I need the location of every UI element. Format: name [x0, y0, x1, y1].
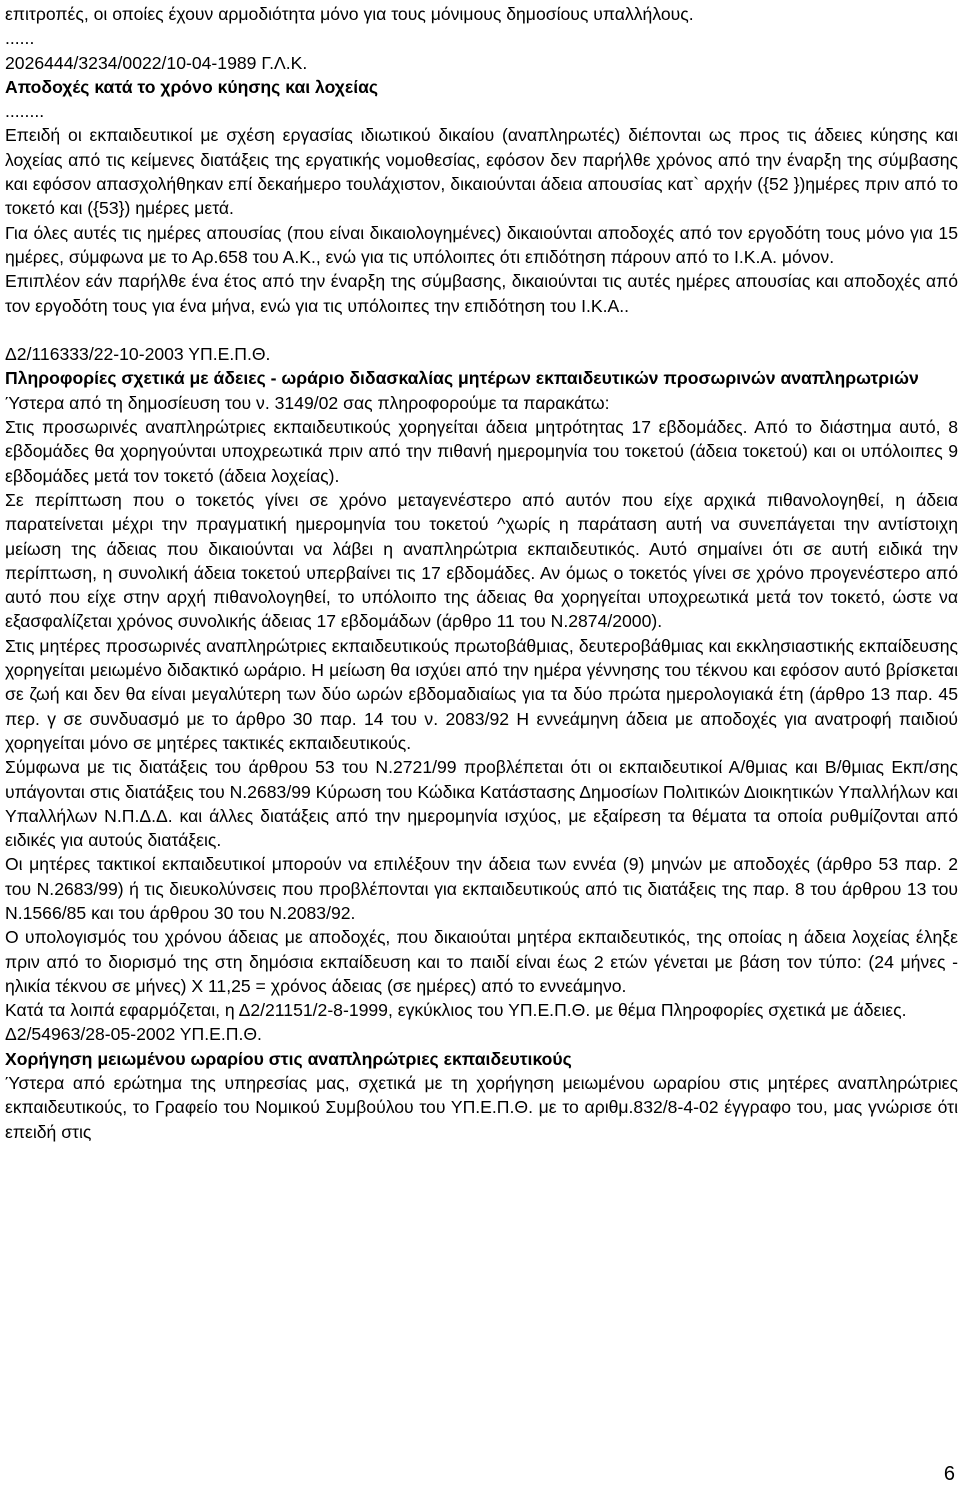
paragraph-intro-end: επιτροπές, οι οποίες έχουν αρμοδιότητα μόνο για τους μόνιμους δημοσίους υπαλλήλους.	[5, 4, 694, 24]
paragraph-body: Σύμφωνα με τις διατάξεις του άρθρου 53 του Ν.2721/99 προβλέπεται ότι οι εκπαιδευτικοί Α/θμιας και Β/θμιας Εκπ/σης υπάγονται στις διατάξεις του Ν.2683/99 Κύρωση του Κώδικα Κατάστασης Δημοσίων Πολιτικών Διοικητικών Υπαλλήλων και Υπαλλήλων Ν.Π.Δ.Δ. και άλλες διατάξεις από την ημερομηνία ισχύος, με εξαίρεση τα θέματα τα οποία ρυθμίζονται από ειδικές για αυτούς διατάξεις.	[5, 757, 958, 851]
reference-number: 2026444/3234/0022/10-04-1989 Γ.Λ.Κ.	[5, 52, 308, 73]
paragraph-body: Επιπλέον εάν παρήλθε ένα έτος από την έναρξη της σύμβασης, δικαιούνται τις αυτές ημέρες απουσίας και αποδοχές από τον εργοδότη τους για ένα μήνα, ενώ για τις υπόλοιπες την επιδότηση του Ι.Κ.Α..	[5, 271, 958, 316]
paragraph-body: Στις μητέρες προσωρινές αναπληρώτριες εκπαιδευτικούς πρωτοβάθμιας, δευτεροβάθμιας και εκκλησιαστικής εκπαίδευσης χορηγείται μειωμένο διδακτικό ωράριο. Η μείωση θα ισχύει από την ημέρα γέννησης του τέκνου και εφόσον αυτό βρίσκεται σε ζωή και δεν θα είναι μεγαλύτερη των δύο ωρών εβδομαδιαίως για τα δύο πρώτα ημερολογιακά έτη (άρθρο 13 παρ. 45 περ. γ σε συνδυασμό με το άρθρο 30 παρ. 14 του ν. 2083/92 Η εννεάμηνη άδεια με αποδοχές για ανατροφή παιδιού χορηγείται μόνο σε μητέρες τακτικές εκπαιδευτικούς.	[5, 635, 958, 753]
paragraph-body: Ο υπολογισμός του χρόνου άδειας με αποδοχές, που δικαιούται μητέρα εκπαιδευτικός, της οποίας η άδεια λοχείας έληξε πριν από το διορισμό της στη δημόσια εκπαίδευση και το παιδί είναι έως 2 ετών γένεται με βάση τον τύπο: (24 μήνες - ηλικία τέκνου σε μήνες) Χ 11,25 = χρόνος άδειας (σε ημέρες) από το εννεάμηνο.	[5, 927, 958, 996]
paragraph-body: Στις προσωρινές αναπληρώτριες εκπαιδευτικούς χορηγείται άδεια μητρότητας 17 εβδομάδες. Από το διάστημα αυτό, 8 εβδομάδες θα χορηγούνται υποχρεωτικά πριν από την πιθανή ημερομηνία του τοκετού (άδεια τοκετού) και οι υπόλοιπες 9 εβδομάδες μετά τον τοκετό (άδεια λοχείας).	[5, 417, 958, 486]
paragraph-body: Σε περίπτωση που ο τοκετός γίνει σε χρόνο μεταγενέστερο από αυτόν που είχε αρχικά πιθανολογηθεί, η άδεια παρατείνεται μέχρι την πραγματική ημερομηνία του τοκετού ^χωρίς η παράταση αυτή να συνεπάγεται την αντίστοιχη μείωση της άδειας που δικαιούνται να λάβει η αναπληρώτρια εκπαιδευτικός. Αυτό σημαίνει ότι σε αυτή ειδικά την περίπτωση, η συνολική άδεια τοκετού υπερβαίνει τις 17 εβδομάδες. Αν όμως ο τοκετός γίνει σε χρόνο προγενέστερο από αυτό που είχε στην αρχή πιθανολογηθεί, το υπόλοιπο της άδειας θα χορηγείται υποχρεωτικά μετά τον τοκετό, ώστε να εξασφαλίζεται χρόνος συνολικής άδειας 17 εβδομάδων (άρθρο 11 του Ν.2874/2000).	[5, 489, 958, 632]
ellipsis-separator: ........	[5, 101, 45, 122]
paragraph-body: Επειδή οι εκπαιδευτικοί με σχέση εργασίας ιδιωτικού δικαίου (αναπληρωτές) διέπονται ως προς τις άδειες κύησης και λοχείας από τις κείμενες διατάξεις της εργατικής νομοθεσίας, εφόσον δεν παρήλθε χρόνος από την έναρξη της σύμβασης και εφόσον απασχολήθηκαν επί δεκαήμερο τουλάχιστον, δικαιούνται άδεια απουσίας κατ` αρχήν ({52 })ημέρες πριν από το τοκετό και ({53}) ημέρες μετά.	[5, 125, 958, 219]
paragraph-body: Ύστερα από ερώτημα της υπηρεσίας μας, σχετικά με τη χορήγηση μειωμένου ωραρίου στις μητέρες αναπληρώτριες εκπαιδευτικούς, το Γραφείο του Νομικού Συμβούλου του ΥΠ.Ε.Π.Θ. με το αριθμ.832/8-4-02 έγγραφο του, μας γνώρισε ότι επειδή στις	[5, 1073, 958, 1142]
reference-number: Δ2/116333/22-10-2003 ΥΠ.Ε.Π.Θ.	[5, 344, 271, 365]
paragraph-body: Οι μητέρες τακτικοί εκπαιδευτικοί μπορούν να επιλέξουν την άδεια των εννέα (9) μηνών με αποδοχές (άρθρο 53 παρ. 2 του Ν.2683/99) ή τις διευκολύνσεις που προβλέπονται για εκπαιδευτικούς από τις διατάξεις της παρ. 8 του άρθρου 13 του Ν.1566/85 και του άρθρου 30 του Ν.2083/92.	[5, 854, 958, 923]
paragraph-body: Κατά τα λοιπά εφαρμόζεται, η Δ2/21151/2-8-1999, εγκύκλιος του ΥΠ.Ε.Π.Θ. με θέμα Πληροφορίες σχετικά με άδειες.	[5, 1000, 907, 1021]
paragraph-body: Για όλες αυτές τις ημέρες απουσίας (που είναι δικαιολογημένες) δικαιούνται αποδοχές από τον εργοδότη τους μόνο για 15 ημέρες, σύμφωνα με το Αρ.658 του Α.Κ., ενώ για τις υπόλοιπες ότι επιδότηση πάρουν από το Ι.Κ.Α. μόνον.	[5, 222, 958, 267]
page-number: 6	[943, 1463, 955, 1485]
blank-line	[5, 318, 958, 342]
section-heading: Αποδοχές κατά το χρόνο κύησης και λοχείας	[5, 76, 379, 97]
section-heading: Πληροφορίες σχετικά με άδειες - ωράριο διδασκαλίας μητέρων εκπαιδευτικών προσωρινών αναπληρωτριών	[5, 368, 919, 389]
document-page	[5, 2, 958, 1144]
ellipsis-separator: ......	[5, 28, 35, 49]
section-heading: Χορήγηση μειωμένου ωραρίου στις αναπληρώτριες εκπαιδευτικούς	[5, 1048, 572, 1069]
paragraph-body: Ύστερα από τη δημοσίευση του ν. 3149/02 σας πληροφορούμε τα παρακάτω:	[5, 392, 610, 413]
reference-number: Δ2/54963/28-05-2002 ΥΠ.Ε.Π.Θ.	[5, 1024, 262, 1045]
